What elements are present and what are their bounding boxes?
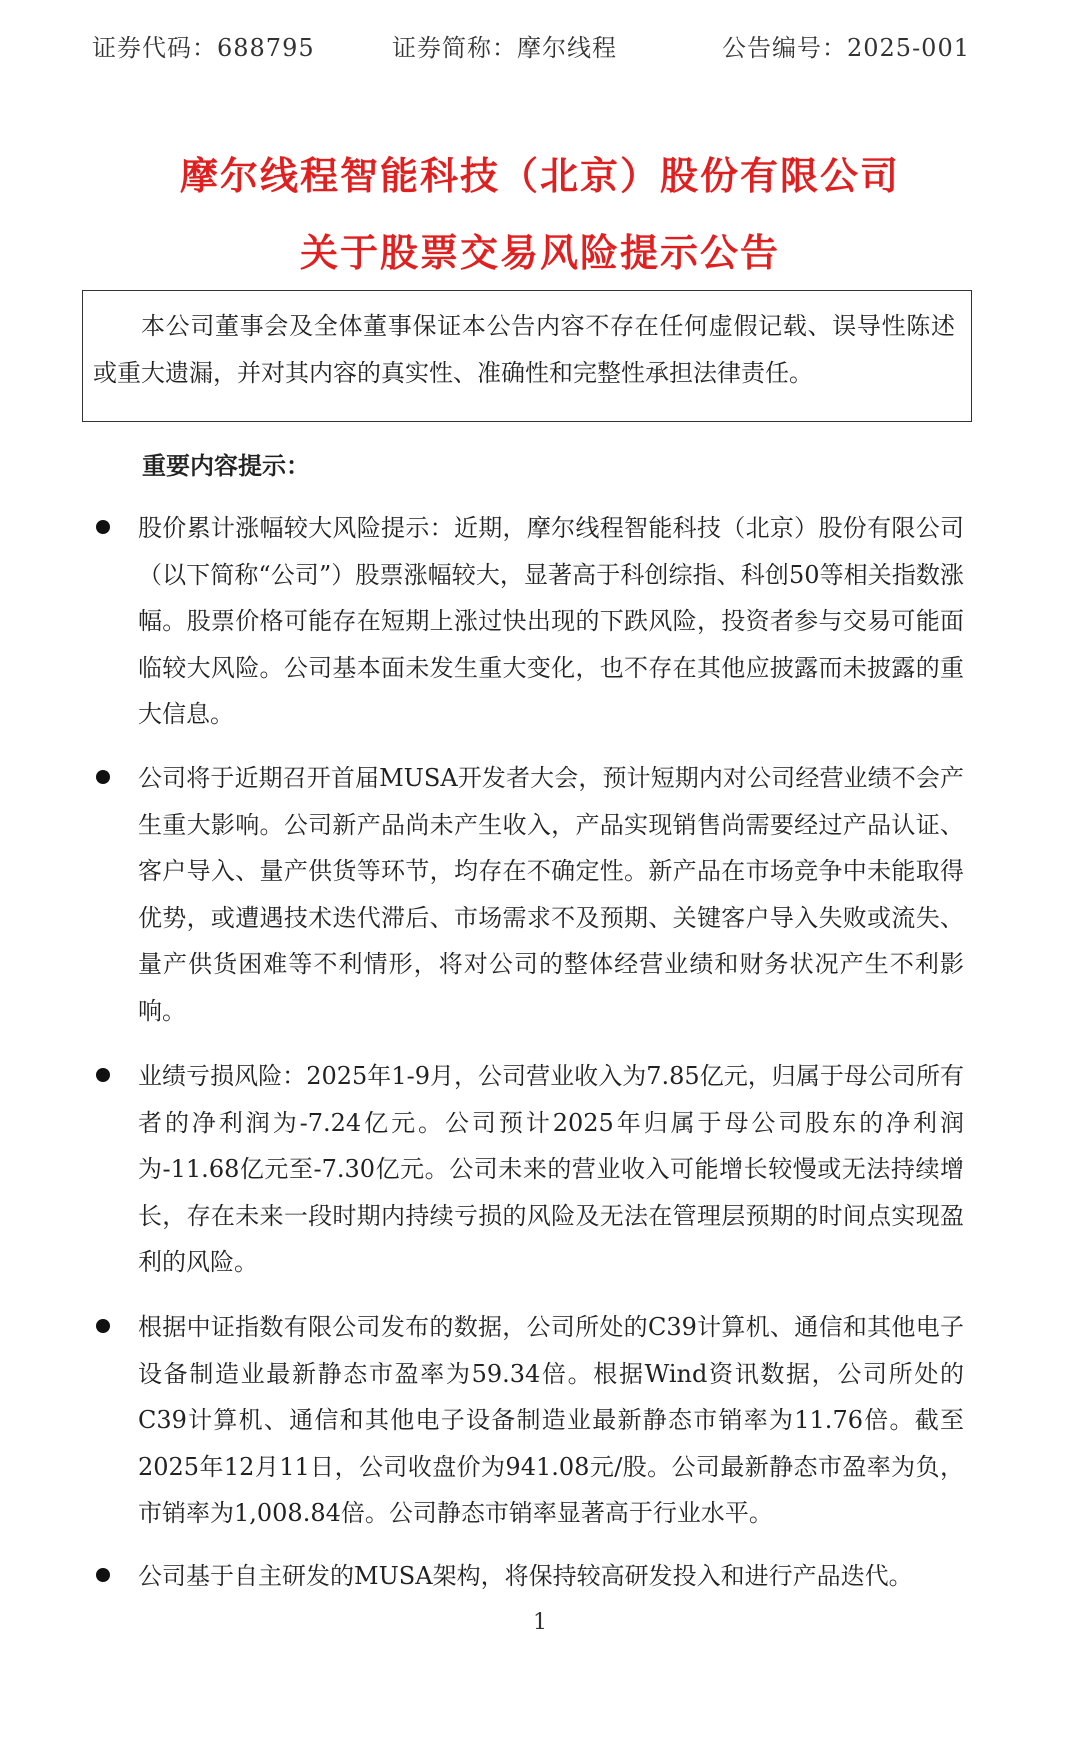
bullet-icon (96, 770, 110, 784)
bullet-text: 根据中证指数有限公司发布的数据，公司所处的C39计算机、通信和其他电子设备制造业最新静态市盈率为59.34倍。根据Wind资讯数据，公司所处的C39计算机、通信和其他电子设备制造业最新静态市销率为11.76倍。截至2025年12月11日，公司收盘价为941.08元/股。公司最新静态市盈率为负，市销率为1,008.84倍。公司静态市销率显著高于行业水平。 (138, 1313, 964, 1527)
bullet-text: 公司将于近期召开首届MUSA开发者大会，预计短期内对公司经营业绩不会产生重大影响。公司新产品尚未产生收入，产品实现销售尚需要经过产品认证、客户导入、量产供货等环节，均存在不确定性。新产品在市场竞争中未能取得优势，或遭遇技术迭代滞后、市场需求不及预期、关键客户导入失败或流失、量产供货困难等不利情形，将对公司的整体经营业绩和财务状况产生不利影响。 (138, 764, 964, 1025)
section-heading: 重要内容提示： (142, 452, 310, 480)
bullet-icon (96, 1068, 110, 1082)
company-title: 摩尔线程智能科技（北京）股份有限公司 (179, 154, 900, 198)
stock-abbreviation: 证券简称：摩尔线程 (392, 34, 617, 62)
bullet-text: 股价累计涨幅较大风险提示：近期，摩尔线程智能科技（北京）股份有限公司（以下简称“公司”）股票涨幅较大，显著高于科创综指、科创50等相关指数涨幅。股票价格可能存在短期上涨过快出现的下跌风险，投资者参与交易可能面临较大风险。公司基本面未发生重大变化，也不存在其他应披露而未披露的重大信息。 (138, 514, 964, 728)
bullet-text: 公司基于自主研发的MUSA架构，将保持较高研发投入和进行产品迭代。 (138, 1562, 913, 1590)
bullet-icon (96, 1568, 110, 1582)
announcement-number: 公告编号：2025-001 (722, 34, 970, 62)
stock-code: 证券代码：688795 (92, 34, 315, 62)
bullet-text: 业绩亏损风险：2025年1-9月，公司营业收入为7.85亿元，归属于母公司所有者的净利润为-7.24亿元。公司预计2025年归属于母公司股东的净利润为-11.68亿元至-7.30亿元。公司未来的营业收入可能增长较慢或无法持续增长，存在未来一段时期内持续亏损的风险及无法在管理层预期的时间点实现盈利的风险。 (138, 1062, 964, 1276)
announcement-title: 关于股票交易风险提示公告 (299, 231, 780, 275)
page-number: 1 (533, 1610, 547, 1635)
document-header (92, 28, 970, 64)
bullet-icon (96, 520, 110, 534)
disclaimer-box (82, 290, 972, 422)
bullet-icon (96, 1319, 110, 1333)
disclaimer-text: 本公司董事会及全体董事保证本公告内容不存在任何虚假记载、误导性陈述或重大遗漏，并对其内容的真实性、准确性和完整性承担法律责任。 (93, 312, 955, 387)
